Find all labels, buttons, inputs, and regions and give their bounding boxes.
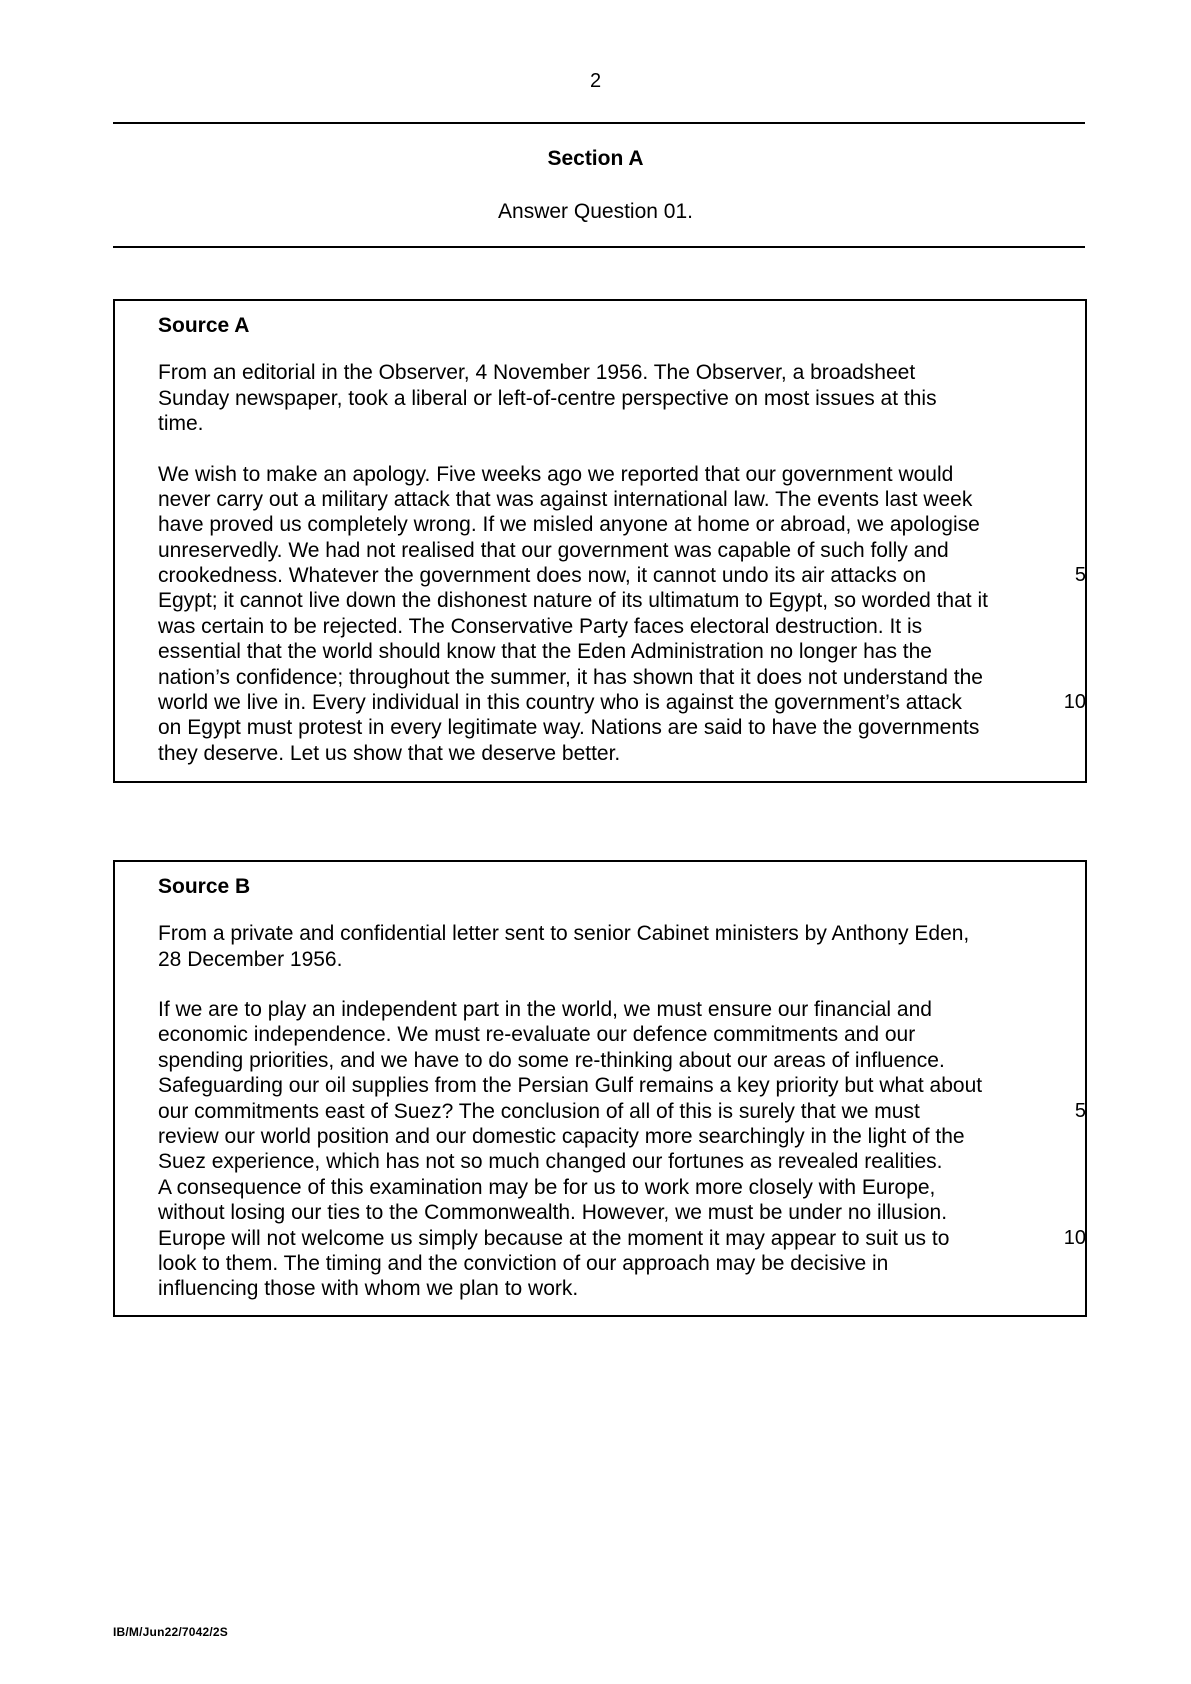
source-line xyxy=(158,538,1058,563)
bottom-divider xyxy=(113,246,1085,248)
source-a-text xyxy=(158,462,1086,767)
source-line xyxy=(158,665,1058,690)
source-line xyxy=(158,1099,1086,1124)
line-text: Safeguarding our oil supplies from the Persian Gulf remains a key priority but what about xyxy=(158,1074,983,1098)
source-line xyxy=(158,1124,1058,1149)
line-text: without losing our ties to the Commonwealth. However, we must be under no illusion. xyxy=(158,1201,948,1225)
top-divider xyxy=(113,122,1085,124)
source-a-heading: Source A xyxy=(158,314,250,337)
line-text: spending priorities, and we have to do some re-thinking about our areas of influence. xyxy=(158,1048,945,1072)
source-b-box xyxy=(113,860,1087,1317)
source-line xyxy=(158,690,1086,715)
source-line xyxy=(158,1276,1058,1301)
line-text: look to them. The timing and the conviction of our approach may be decisive in xyxy=(158,1251,889,1275)
source-line xyxy=(158,588,1058,613)
line-text: Europe will not welcome us simply because at the moment it may appear to suit us to xyxy=(158,1226,950,1250)
line-text: nation’s confidence; throughout the summer, it has shown that it does not understand the xyxy=(158,665,983,689)
line-text: A consequence of this examination may be for us to work more closely with Europe, xyxy=(158,1175,936,1199)
page-number: 2 xyxy=(589,70,602,92)
line-text: they deserve. Let us show that we deserve better. xyxy=(158,741,621,765)
source-line xyxy=(158,563,1086,588)
line-text: never carry out a military attack that was against international law. The events last week xyxy=(158,487,973,511)
source-a-content xyxy=(158,313,1086,766)
line-text: Egypt; it cannot live down the dishonest nature of its ultimatum to Egypt, so worded that it xyxy=(158,589,988,613)
line-text: review our world position and our domestic capacity more searchingly in the light of the xyxy=(158,1124,965,1148)
source-line xyxy=(158,462,1058,487)
source-line xyxy=(158,1251,1058,1276)
line-text: crookedness. Whatever the government does now, it cannot undo its air attacks on xyxy=(158,564,927,588)
source-b-attribution xyxy=(158,921,1058,972)
attribution-line: 28 December 1956. xyxy=(158,947,343,971)
line-number: 5 xyxy=(1074,1099,1086,1122)
line-text: economic independence. We must re-evaluate our defence commitments and our xyxy=(158,1023,916,1047)
source-line xyxy=(158,1048,1058,1073)
source-b-content xyxy=(158,874,1086,1302)
source-line xyxy=(158,487,1058,512)
line-number: 10 xyxy=(1063,691,1086,714)
section-title: Section A xyxy=(547,147,644,170)
line-text: on Egypt must protest in every legitimate way. Nations are said to have the governments xyxy=(158,716,980,740)
line-number: 5 xyxy=(1074,564,1086,587)
line-text: Suez experience, which has not so much changed our fortunes as revealed realities. xyxy=(158,1150,943,1174)
source-line xyxy=(158,1226,1086,1251)
source-line xyxy=(158,1022,1058,1047)
source-line xyxy=(158,741,1058,766)
line-text: was certain to be rejected. The Conservative Party faces electoral destruction. It is xyxy=(158,614,923,638)
source-a-attribution xyxy=(158,360,1058,437)
source-line xyxy=(158,1175,1058,1200)
source-line xyxy=(158,997,1058,1022)
attribution-line: Sunday newspaper, took a liberal or left-of-centre perspective on most issues at this xyxy=(158,386,937,410)
line-text: unreservedly. We had not realised that our government was capable of such folly and xyxy=(158,538,949,562)
source-b-text xyxy=(158,997,1086,1302)
source-line xyxy=(158,715,1058,740)
line-text: have proved us completely wrong. If we misled anyone at home or abroad, we apologise xyxy=(158,513,980,537)
source-line xyxy=(158,639,1058,664)
line-number: 10 xyxy=(1063,1226,1086,1249)
source-b-heading: Source B xyxy=(158,875,251,898)
line-text: our commitments east of Suez? The conclusion of all of this is surely that we must xyxy=(158,1099,920,1123)
line-text: We wish to make an apology. Five weeks ago we reported that our government would xyxy=(158,462,954,486)
source-line xyxy=(158,1200,1058,1225)
footer-paper-code: IB/M/Jun22/7042/2S xyxy=(113,1625,228,1639)
source-line xyxy=(158,1149,1058,1174)
attribution-line: From an editorial in the Observer, 4 November 1956. The Observer, a broadsheet xyxy=(158,361,916,384)
section-instruction: Answer Question 01. xyxy=(498,200,693,223)
line-text: influencing those with whom we plan to work. xyxy=(158,1277,579,1301)
source-a-box xyxy=(113,299,1087,783)
attribution-line: From a private and confidential letter sent to senior Cabinet ministers by Anthony Eden, xyxy=(158,922,970,945)
line-text: world we live in. Every individual in this country who is against the government’s attack xyxy=(158,691,962,715)
source-line xyxy=(158,614,1058,639)
source-line xyxy=(158,1073,1058,1098)
line-text: If we are to play an independent part in the world, we must ensure our financial and xyxy=(158,998,932,1021)
source-line xyxy=(158,512,1058,537)
attribution-line: time. xyxy=(158,412,204,435)
line-text: essential that the world should know that the Eden Administration no longer has the xyxy=(158,640,932,664)
